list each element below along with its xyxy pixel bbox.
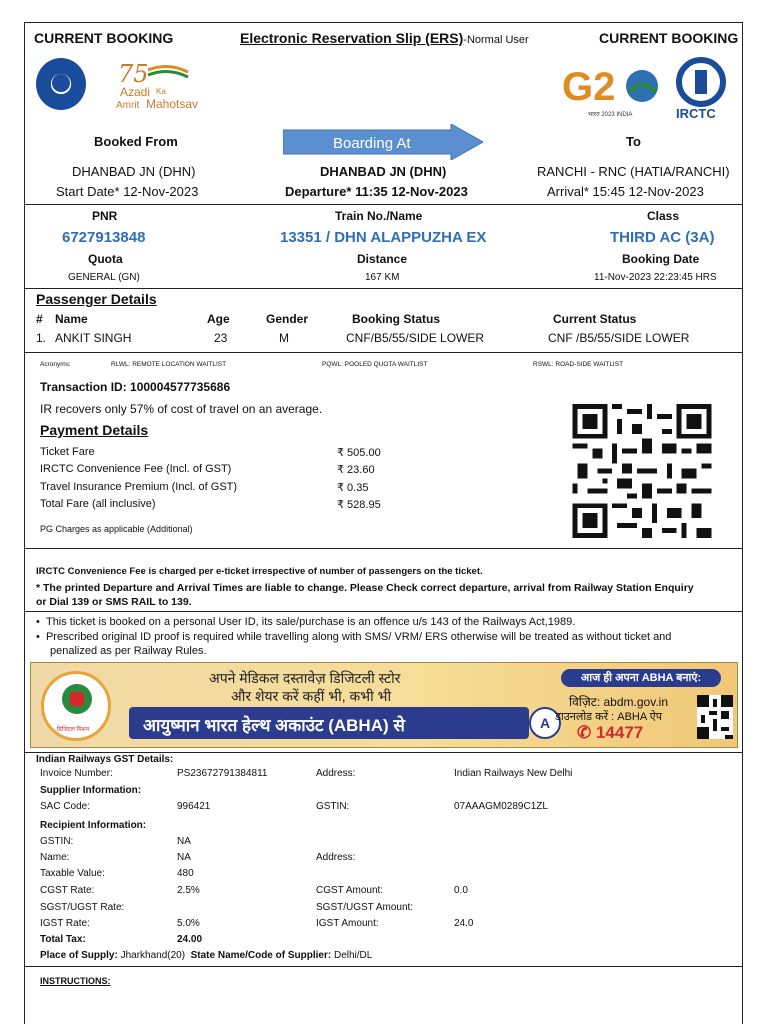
train-label: Train No./Name <box>335 209 423 223</box>
supplier-gstin-value: 07AAAGM0289C1ZL <box>454 801 548 812</box>
booking-date-value: 11-Nov-2023 22:23:45 HRS <box>594 272 717 283</box>
passenger-details-title: Passenger Details <box>36 291 157 307</box>
pnr-value: 6727913848 <box>62 229 146 246</box>
irctc-logo <box>668 56 734 122</box>
passenger-header-gender: Gender <box>266 312 309 326</box>
departure-time: Departure* 11:35 12-Nov-2023 <box>285 184 468 199</box>
divider-payment <box>24 548 743 549</box>
passenger-header-num: # <box>36 312 43 326</box>
to-station: RANCHI - RNC (HATIA/RANCHI) <box>537 164 730 179</box>
abha-download-text: डाउनलोड करें : ABHA ऐप <box>555 711 662 723</box>
supplier-title: Supplier Information: <box>40 785 142 796</box>
passenger-header-age: Age <box>207 312 230 326</box>
divider-notes <box>24 611 743 612</box>
igst-amount-label: IGST Amount: <box>316 918 379 929</box>
payment-value-convenience-fee: ₹ 23.60 <box>337 464 375 476</box>
igst-rate-value: 5.0% <box>177 918 200 929</box>
bullet-personal-id: • This ticket is booked on a personal User ID, its sale/purchase is an offence u/s 143 of the Railways Act,1989. <box>36 616 576 628</box>
divider-train <box>24 288 743 289</box>
distance-value: 167 KM <box>365 272 400 283</box>
sgst-amount-label: SGST/UGST Amount: <box>316 902 414 913</box>
svg-text:G2: G2 <box>562 65 616 109</box>
g20-logo <box>560 58 664 120</box>
class-label: Class <box>647 209 680 223</box>
payment-value-total: ₹ 528.95 <box>337 499 381 511</box>
amrit-text: Amrit <box>116 100 140 111</box>
pg-charges-note: PG Charges as applicable (Additional) <box>40 524 193 534</box>
booking-date-label: Booking Date <box>622 252 700 266</box>
boarding-arrow <box>283 124 483 160</box>
azadi-ka-text: Ka <box>156 87 166 96</box>
invoice-value: PS23672791384811 <box>177 768 268 779</box>
irctc-text: IRCTC <box>676 106 716 121</box>
passenger-age: 23 <box>214 331 228 345</box>
acronym-rswl: RSWL: ROAD-SIDE WAITLIST <box>533 361 624 368</box>
divider-gst <box>24 966 743 967</box>
current-booking-right: CURRENT BOOKING <box>599 30 739 46</box>
cgst-rate-value: 2.5% <box>177 885 200 896</box>
indian-railways-logo <box>36 58 86 110</box>
mahotsav-text: Mahotsav <box>146 97 199 111</box>
booked-from-label: Booked From <box>94 134 178 149</box>
address-value: Indian Railways New Delhi <box>454 768 573 779</box>
pnr-label: PNR <box>92 209 118 223</box>
recipient-name-label: Name: <box>40 852 70 863</box>
recipient-title: Recipient Information: <box>40 820 147 831</box>
abha-visit-link[interactable]: विज़िट: abdm.gov.in <box>569 695 668 709</box>
payment-value-ticket-fare: ₹ 505.00 <box>337 447 381 459</box>
passenger-header-name: Name <box>55 312 88 326</box>
distance-label: Distance <box>357 252 408 266</box>
abdm-logo-text: डिजिटल मिशन <box>57 727 90 733</box>
from-station: DHANBAD JN (DHN) <box>72 164 196 179</box>
sac-value: 996421 <box>177 801 211 812</box>
acronym-rlwl: RLWL: REMOTE LOCATION WAITLIST <box>111 361 227 368</box>
banner-line2: और शेयर करें कहीं भी, कभी भी <box>231 688 392 704</box>
ers-subtitle: -Normal User <box>463 34 529 46</box>
cgst-amount-label: CGST Amount: <box>316 885 384 896</box>
banner-line1: अपने मेडिकल दस्तावेज़ डिजिटली स्टोर <box>209 670 401 686</box>
ticket-qr-code <box>572 404 712 538</box>
payment-label-insurance: Travel Insurance Premium (Incl. of GST) <box>40 481 238 493</box>
invoice-label: Invoice Number: <box>40 768 113 779</box>
abha-qr-code <box>697 695 733 739</box>
to-label: To <box>626 134 641 149</box>
times-note-line1: * The printed Departure and Arrival Times are liable to change. Please Check correct departure, arrival from Railway Station Enquiry <box>36 582 694 594</box>
current-booking-left: CURRENT BOOKING <box>34 30 174 46</box>
divider-journey <box>24 204 743 205</box>
payment-label-convenience-fee: IRCTC Convenience Fee (Incl. of GST) <box>40 463 232 475</box>
place-of-supply <box>40 950 372 961</box>
abha-phone <box>577 723 643 743</box>
passenger-header-booking-status: Booking Status <box>352 312 441 326</box>
state-label: State Name/Code of Supplier: <box>190 950 332 961</box>
instructions-title: INSTRUCTIONS: <box>40 976 111 986</box>
bullet-id-proof: • Prescribed original ID proof is required while travelling along with SMS/ VRM/ ERS otherwise will be treated as without ticket and <box>36 631 672 643</box>
passenger-current-status: CNF /B5/55/SIDE LOWER <box>548 331 690 345</box>
passenger-booking-status: CNF/B5/55/SIDE LOWER <box>346 331 485 345</box>
cgst-rate-label: CGST Rate: <box>40 885 95 896</box>
sgst-rate-label: SGST/UGST Rate: <box>40 902 125 913</box>
payment-label-ticket-fare: Ticket Fare <box>40 446 95 458</box>
azadi-ka-amrit-mahotsav-logo <box>114 60 206 112</box>
taxable-label: Taxable Value: <box>40 868 105 879</box>
igst-rate-label: IGST Rate: <box>40 918 90 929</box>
boarding-at-label: Boarding At <box>333 135 411 152</box>
azadi-text: Azadi <box>120 85 151 99</box>
payment-details-title: Payment Details <box>40 422 149 438</box>
igst-amount-value: 24.0 <box>454 918 474 929</box>
passenger-gender: M <box>279 331 289 345</box>
passenger-num: 1. <box>36 331 47 345</box>
divider-banner <box>24 752 743 753</box>
passenger-name: ANKIT SINGH <box>55 331 132 345</box>
transaction-id: Transaction ID: 100004577735686 <box>40 380 231 394</box>
quota-label: Quota <box>88 252 123 266</box>
payment-value-insurance: ₹ 0.35 <box>337 482 369 494</box>
acronym-pqwl: PQWL: POOLED QUOTA WAITLIST <box>322 361 428 368</box>
bullet-personal-id-text: This ticket is booked on a personal User ID, its sale/purchase is an offence u/s 143 of the Railways Act,1989. <box>45 616 576 628</box>
boarding-station: DHANBAD JN (DHN) <box>320 164 447 179</box>
times-note-line2: or Dial 139 or SMS RAIL to 139. <box>36 596 192 608</box>
g20-subtext: भारत 2023 INDIA <box>588 112 633 118</box>
abha-banner[interactable] <box>30 662 738 748</box>
banner-right-box <box>547 667 737 745</box>
passenger-header-current-status: Current Status <box>553 312 637 326</box>
class-value: THIRD AC (3A) <box>610 229 715 246</box>
cgst-amount-value: 0.0 <box>454 885 468 896</box>
state-value: Delhi/DL <box>333 950 373 961</box>
abha-app-icon: A <box>529 707 561 739</box>
banner-abha-strip <box>129 707 529 739</box>
quota-value: GENERAL (GN) <box>68 272 140 283</box>
recipient-address-label: Address: <box>316 852 356 863</box>
phone-icon: ✆ <box>577 723 596 742</box>
recipient-gstin-value: NA <box>177 836 191 847</box>
arrival-time: Arrival* 15:45 12-Nov-2023 <box>547 184 704 199</box>
bullet-id-proof-line2: penalized as per Railway Rules. <box>50 645 207 657</box>
ers-title-text: Electronic Reservation Slip (ERS) <box>240 30 464 46</box>
payment-label-total: Total Fare (all inclusive) <box>40 498 156 510</box>
start-date: Start Date* 12-Nov-2023 <box>56 184 199 199</box>
divider-passengers <box>24 352 743 353</box>
total-tax-value: 24.00 <box>177 934 203 945</box>
address-label: Address: <box>316 768 356 779</box>
acronyms-label: Acronyms: <box>40 361 71 368</box>
recovery-note: IR recovers only 57% of cost of travel on an average. <box>40 402 323 416</box>
total-tax-label: Total Tax: <box>40 934 86 945</box>
svg-text:75: 75 <box>118 60 149 88</box>
recipient-name-value: NA <box>177 852 191 863</box>
bullet-id-proof-text: Prescribed original ID proof is required while travelling along with SMS/ VRM/ ERS otherwise will be treated as without ticket and <box>45 631 672 643</box>
gst-title: Indian Railways GST Details: <box>36 754 174 765</box>
convenience-fee-note: IRCTC Convenience Fee is charged per e-ticket irrespective of number of passengers on the ticket. <box>36 566 483 577</box>
abha-tag: आज ही अपना ABHA बनाएं: <box>561 669 721 687</box>
place-label: Place of Supply: <box>40 950 118 961</box>
supplier-gstin-label: GSTIN: <box>316 801 350 812</box>
ers-title <box>240 30 529 48</box>
train-value: 13351 / DHN ALAPPUZHA EX <box>280 229 487 246</box>
place-value: Jharkhand(20) <box>120 950 186 961</box>
banner-abha-strip-text: आयुष्मान भारत हेल्थ अकाउंट (ABHA) से <box>143 716 405 735</box>
sac-label: SAC Code: <box>40 801 91 812</box>
abha-phone-number: 14477 <box>595 723 644 742</box>
recipient-gstin-label: GSTIN: <box>40 836 74 847</box>
taxable-value: 480 <box>177 868 194 879</box>
